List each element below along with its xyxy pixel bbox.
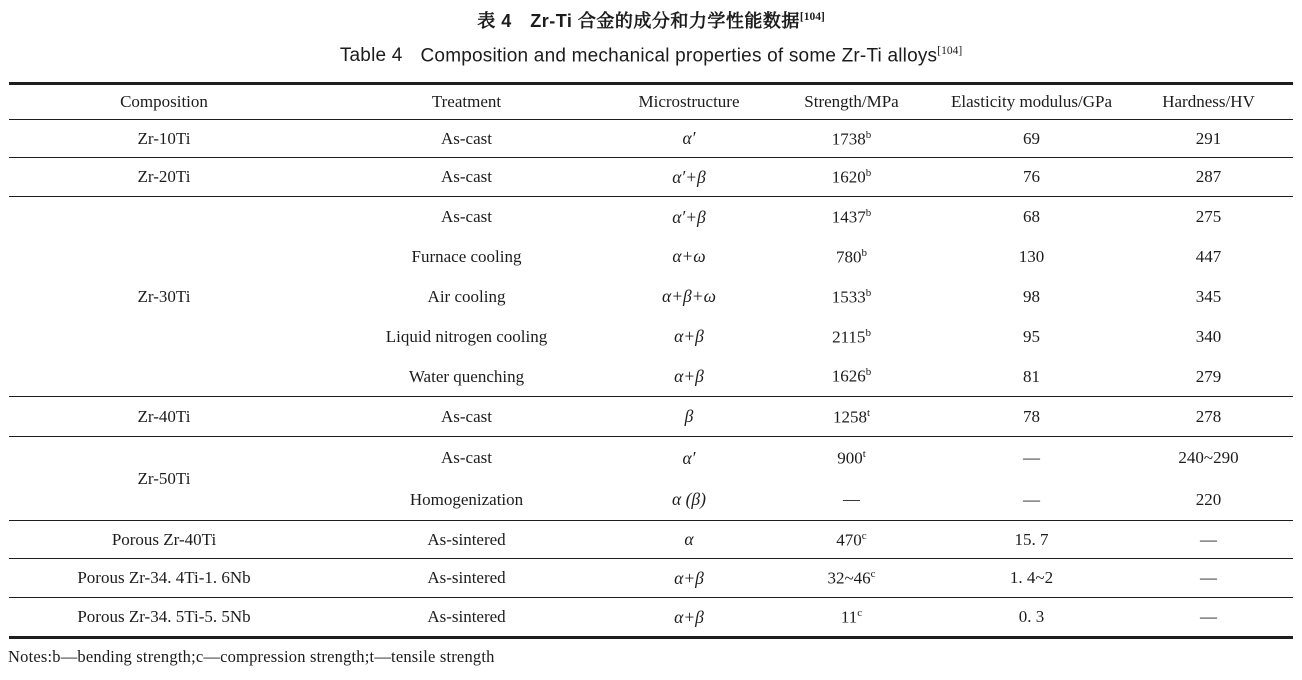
table-row: [9, 598, 1293, 638]
cell-modulus: 81: [939, 357, 1124, 397]
cell-modulus: —: [939, 479, 1124, 521]
table-row: [9, 120, 1293, 158]
cell-composition: Zr-20Ti: [9, 158, 319, 197]
cell-hardness: 291: [1124, 120, 1293, 158]
cell-treatment: Water quenching: [319, 357, 614, 397]
table-row: [9, 437, 1293, 479]
cell-treatment: Furnace cooling: [411, 246, 522, 266]
strength-footnote-mark: b: [865, 206, 872, 219]
cell-hardness: 287: [1124, 158, 1293, 197]
cell-treatment: As-cast: [319, 158, 614, 197]
strength-value: 1738: [831, 129, 866, 149]
strength-value: 2115: [832, 327, 866, 347]
cell-microstructure: α′: [682, 447, 696, 468]
cell-treatment: As-cast: [441, 448, 492, 468]
col-header-modulus: Elasticity modulus/GPa: [939, 84, 1124, 120]
cell-hardness: —: [1124, 559, 1293, 598]
table-row: [9, 397, 1293, 437]
cell-modulus: 68: [1023, 207, 1040, 227]
strength-value: 1533: [831, 287, 866, 307]
cell-modulus: 98: [1023, 286, 1040, 306]
cell-microstructure: α+ω: [672, 246, 706, 267]
cell-modulus: 78: [939, 397, 1124, 437]
cell-strength: [764, 357, 939, 397]
cell-hardness: 340: [1195, 326, 1222, 346]
cell-modulus: 69: [939, 120, 1124, 158]
cell-hardness: 447: [1195, 246, 1222, 266]
table-row: [9, 521, 1293, 559]
cell-microstructure: α+β+ω: [662, 286, 716, 307]
strength-footnote-mark: t: [866, 406, 871, 419]
strength-footnote-mark: c: [861, 529, 867, 542]
alloy-properties-table: [9, 82, 1293, 639]
table-title-en: [0, 45, 1302, 67]
strength-value: 1626: [831, 366, 866, 386]
cell-modulus: 15. 7: [939, 521, 1124, 559]
table-row: [9, 158, 1293, 197]
cell-modulus: 1. 4~2: [939, 559, 1124, 598]
cell-modulus: 76: [939, 158, 1124, 197]
strength-footnote-mark: c: [870, 568, 876, 580]
strength-value: 1620: [831, 167, 866, 187]
strength-value: 1437: [831, 207, 866, 227]
cell-composition: Porous Zr-34. 4Ti-1. 6Nb: [9, 559, 319, 598]
cell-microstructure: α+β: [614, 357, 764, 397]
cell-treatment: As-sintered: [319, 559, 614, 598]
col-header-hardness: Hardness/HV: [1124, 84, 1293, 120]
cell-composition: Zr-10Ti: [9, 120, 319, 158]
cell-microstructure: α+β: [674, 606, 704, 627]
table-title-en-text: Composition and mechanical properties of some Zr-Ti alloys: [420, 45, 938, 67]
table-title-zh-text: 表 4 Zr-Ti 合金的成分和力学性能数据: [477, 11, 800, 31]
strength-value: 32~46: [827, 568, 871, 588]
table-row: [9, 559, 1293, 598]
cell-treatment: Homogenization: [319, 479, 614, 521]
cell-composition: Porous Zr-40Ti: [9, 521, 319, 559]
table-row: [9, 197, 1293, 237]
cell-modulus: 95: [1023, 326, 1040, 346]
cell-strength: [764, 277, 939, 317]
cell-strength: [764, 317, 939, 357]
strength-footnote-mark: b: [865, 326, 871, 339]
col-header-composition: Composition: [9, 84, 319, 120]
citation-ref: [104]: [799, 11, 825, 23]
col-header-treatment: Treatment: [319, 84, 614, 120]
cell-strength: [764, 120, 939, 158]
cell-modulus: —: [1023, 448, 1040, 468]
cell-composition: Porous Zr-34. 5Ti-5. 5Nb: [77, 607, 251, 627]
cell-strength: [764, 479, 939, 521]
cell-hardness: 279: [1124, 357, 1293, 397]
cell-microstructure: α′: [614, 120, 764, 158]
strength-footnote-mark: b: [865, 128, 872, 141]
strength-value: —: [843, 489, 860, 509]
strength-value: 780: [836, 247, 862, 267]
strength-footnote-mark: b: [865, 286, 872, 299]
cell-hardness: 278: [1124, 397, 1293, 437]
cell-treatment: Liquid nitrogen cooling: [385, 326, 548, 346]
cell-hardness: 220: [1124, 479, 1293, 521]
cell-microstructure: α′+β: [614, 158, 764, 197]
cell-treatment: As-cast: [319, 120, 614, 158]
col-header-strength: Strength/MPa: [764, 84, 939, 120]
strength-value: 470: [836, 530, 862, 550]
strength-footnote-mark: b: [865, 167, 872, 179]
table-title-zh: [0, 7, 1302, 33]
cell-composition: Zr-40Ti: [9, 397, 319, 437]
cell-hardness: —: [1124, 521, 1293, 559]
cell-strength: [764, 158, 939, 197]
cell-microstructure: α+β: [674, 326, 704, 347]
cell-hardness: 275: [1195, 207, 1222, 227]
strength-footnote-mark: b: [865, 366, 872, 379]
strength-value: 11: [840, 607, 858, 627]
cell-treatment: Air cooling: [427, 286, 506, 306]
cell-hardness: 345: [1195, 286, 1222, 306]
cell-microstructure: α′+β: [672, 206, 706, 227]
cell-microstructure: β: [614, 397, 764, 437]
strength-footnote-mark: c: [857, 607, 863, 619]
cell-modulus: 0. 3: [1018, 607, 1045, 627]
cell-hardness: —: [1200, 607, 1217, 627]
cell-hardness: 240~290: [1178, 448, 1239, 468]
citation-ref: [104]: [937, 45, 963, 57]
cell-treatment: As-sintered: [319, 521, 614, 559]
cell-composition: Zr-30Ti: [9, 197, 319, 397]
cell-strength: [764, 197, 939, 237]
cell-strength: [764, 437, 939, 479]
cell-microstructure: α (β): [614, 479, 764, 521]
strength-footnote-mark: t: [862, 447, 866, 460]
cell-strength: [764, 559, 939, 598]
strength-value: 1258: [832, 407, 867, 427]
cell-treatment: As-cast: [319, 397, 614, 437]
cell-strength: [764, 397, 939, 437]
cell-composition: Zr-50Ti: [9, 437, 319, 521]
cell-microstructure: α+β: [614, 559, 764, 598]
cell-microstructure: α: [614, 521, 764, 559]
strength-value: 900: [837, 448, 863, 468]
cell-strength: [764, 237, 939, 277]
table-footnotes: Notes:b—bending strength;c—compression strength;t—tensile strength: [8, 647, 495, 667]
strength-footnote-mark: b: [861, 246, 867, 259]
cell-strength: [764, 598, 939, 638]
cell-treatment: As-cast: [441, 207, 492, 227]
cell-modulus: 130: [1018, 246, 1045, 266]
cell-treatment: As-sintered: [427, 607, 506, 627]
header-row: [9, 84, 1293, 120]
col-header-microstructure: Microstructure: [614, 84, 764, 120]
table-number-label: Table 4: [339, 45, 403, 67]
cell-strength: [764, 521, 939, 559]
